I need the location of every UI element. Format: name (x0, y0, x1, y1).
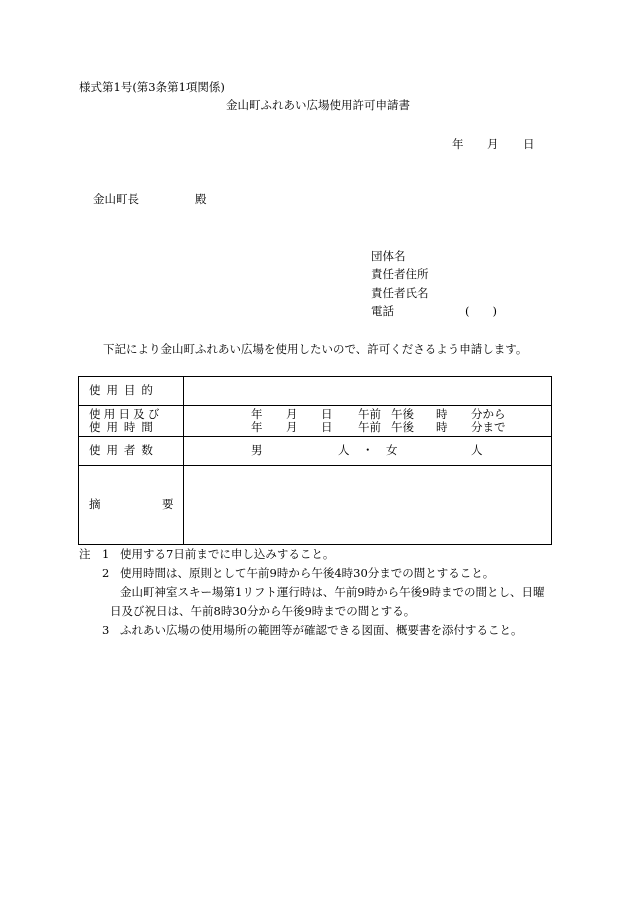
date-year-field[interactable]: 年 (452, 137, 464, 151)
users-female: 女 (386, 443, 398, 457)
purpose-row (79, 377, 552, 406)
notes-prefix: 注 (79, 547, 91, 561)
start-pm: 午後 (391, 407, 414, 421)
addressee-name: 金山町長 (93, 192, 139, 206)
request-text: 下記により金山町ふれあい広場を使用したいので、許可くださるよう申請します。 (103, 342, 528, 356)
note-2-sub-1: 金山町神室スキー場第1リフト運行時は、午前9時から午後9時までの間とし、日曜 (120, 585, 545, 599)
date-time-label-1: 使用日及び (89, 407, 163, 421)
phone-area-code[interactable]: ( ) (465, 304, 497, 318)
purpose-input[interactable] (184, 377, 552, 406)
note-3-text: ふれあい広場の使用場所の範囲等が確認できる図面、概要書を添付すること。 (120, 623, 523, 637)
note-1-num: 1 (102, 547, 110, 561)
start-year: 年 (251, 407, 263, 421)
date-time-label-2: 使 用 時 間 (89, 420, 155, 434)
form-number: 様式第1号(第3条第1項関係) (79, 80, 225, 94)
note-2-text: 使用時間は、原則として午前9時から午後4時30分までの間とすること。 (120, 566, 495, 580)
summary-input[interactable] (184, 466, 552, 545)
end-month: 月 (286, 420, 298, 434)
date-time-row (79, 406, 552, 437)
users-row (79, 437, 552, 466)
note-1-text: 使用する7日前までに申し込みすること。 (120, 547, 335, 561)
summary-label-1: 摘 (89, 497, 101, 511)
page-title: 金山町ふれあい広場使用許可申請書 (226, 98, 410, 112)
end-hour: 時 (436, 420, 448, 434)
group-name-field[interactable]: 団体名 (371, 249, 406, 263)
purpose-label: 使 用 目 的 (89, 383, 155, 397)
start-day: 日 (321, 407, 333, 421)
end-year: 年 (251, 420, 263, 434)
users-person-2: 人 (471, 443, 483, 457)
application-table (78, 376, 552, 545)
note-3-num: 3 (102, 623, 110, 637)
end-minute: 分まで (471, 420, 506, 434)
date-day-field[interactable]: 日 (523, 137, 535, 151)
start-am: 午前 (358, 407, 381, 421)
summary-label-cell (79, 466, 184, 545)
summary-row (79, 466, 552, 545)
start-minute: 分から (471, 407, 506, 421)
note-2-sub-2: 日及び祝日は、午前8時30分から午後9時までの間とする。 (110, 604, 416, 618)
summary-label-2: 要 (162, 497, 174, 511)
users-male: 男 (251, 443, 263, 457)
responsible-address-field[interactable]: 責任者住所 (371, 267, 429, 281)
end-pm: 午後 (391, 420, 414, 434)
date-time-label-cell (79, 406, 184, 437)
start-hour: 時 (436, 407, 448, 421)
users-dot: ・ (362, 443, 374, 457)
phone-field[interactable]: 電話 (371, 304, 394, 318)
start-month: 月 (286, 407, 298, 421)
end-day: 日 (321, 420, 333, 434)
note-2-num: 2 (102, 566, 110, 580)
addressee-honorific: 殿 (195, 192, 207, 206)
end-am: 午前 (358, 420, 381, 434)
users-input[interactable] (184, 437, 552, 466)
users-label-cell (79, 437, 184, 466)
responsible-name-field[interactable]: 責任者氏名 (371, 286, 429, 300)
date-time-input[interactable] (184, 406, 552, 437)
users-person-1: 人 (338, 443, 350, 457)
purpose-label-cell (79, 377, 184, 406)
date-month-field[interactable]: 月 (487, 137, 499, 151)
users-label: 使 用 者 数 (89, 443, 155, 457)
